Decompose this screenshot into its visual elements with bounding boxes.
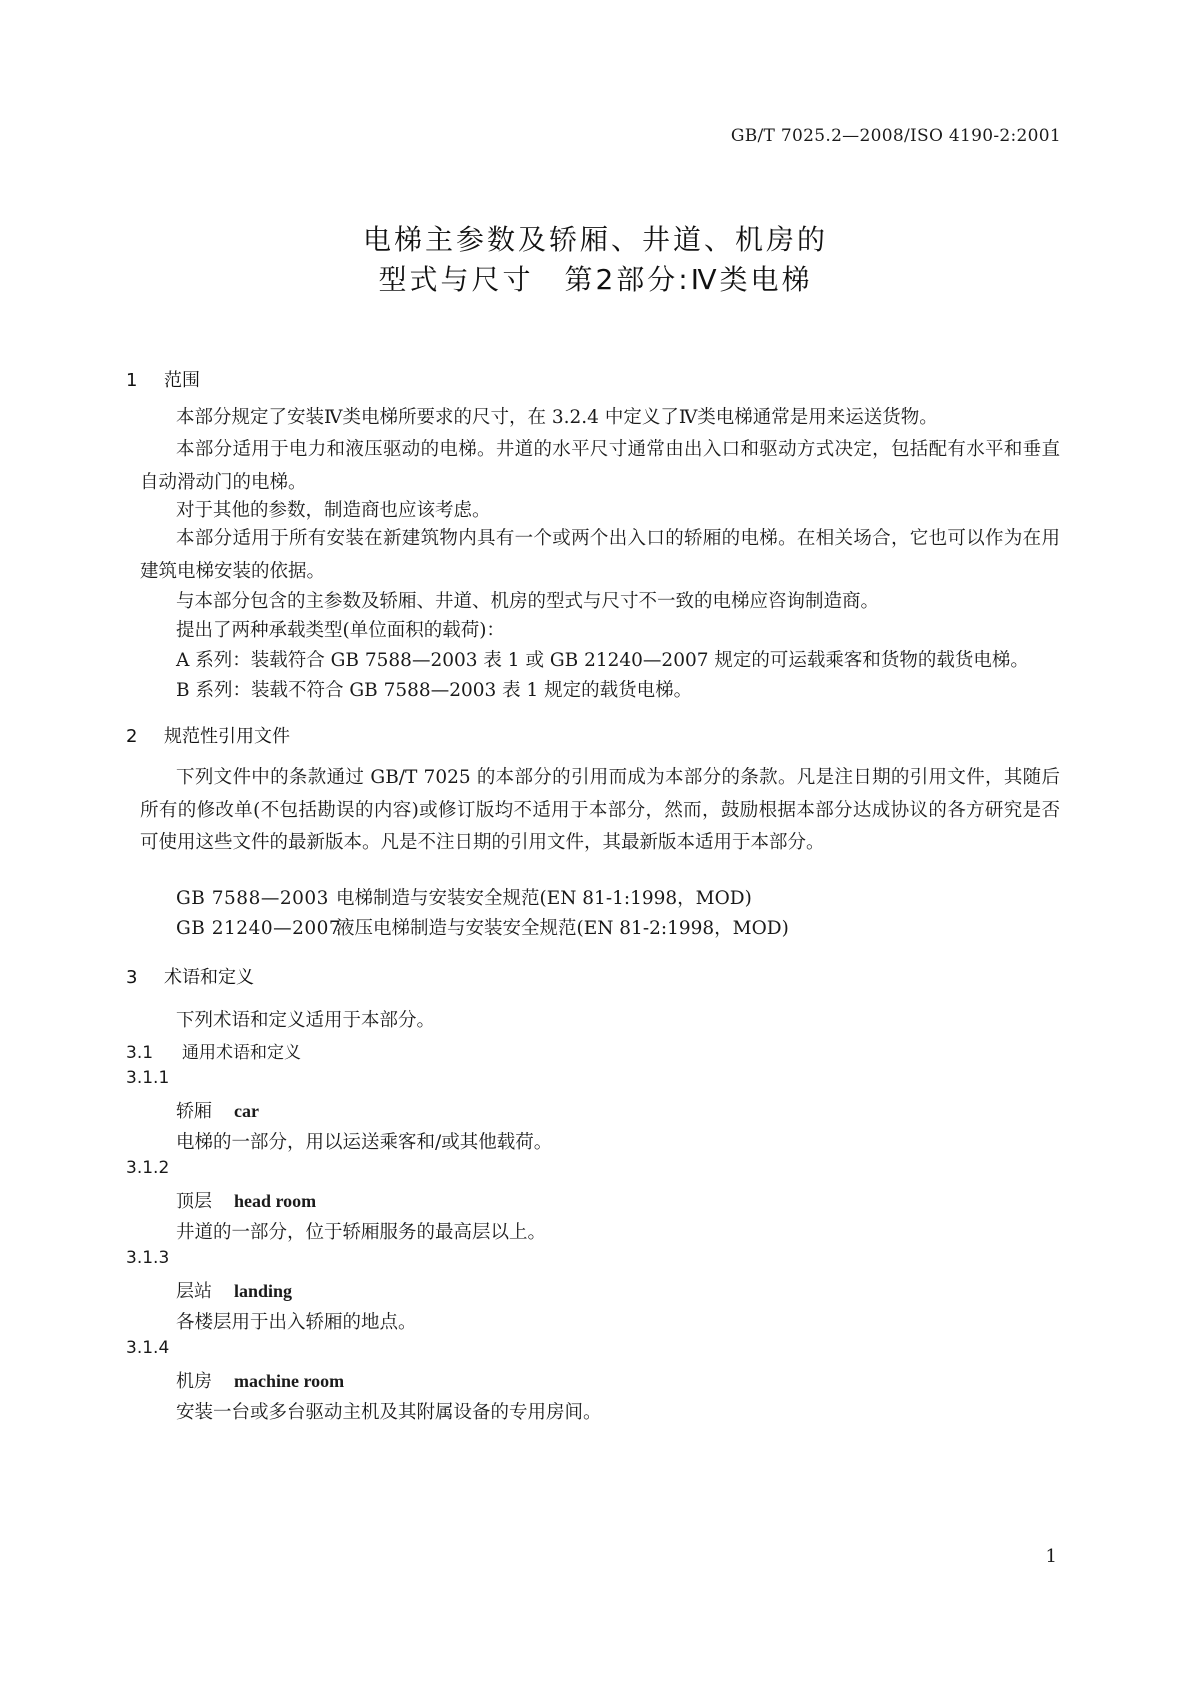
reference-item (176, 884, 752, 910)
reference-item (176, 914, 789, 940)
term-entry (176, 1277, 292, 1303)
paragraph: 本部分规定了安装Ⅳ类电梯所要求的尺寸，在 3.2.4 中定义了Ⅳ类电梯通常是用来运送货物。 (176, 407, 938, 428)
title-line-1: 电梯主参数及轿厢、井道、机房的 (362, 223, 828, 256)
paragraph: A 系列：装载符合 GB 7588—2003 表 1 或 GB 21240—2007 规定的可运载乘客和货物的载货电梯。 (176, 650, 1029, 671)
term-number: 3.1.3 (126, 1248, 170, 1268)
term-definition: 各楼层用于出入轿厢的地点。 (176, 1312, 417, 1333)
paragraph: B 系列：装载不符合 GB 7588—2003 表 1 规定的载货电梯。 (176, 680, 693, 701)
term-entry (176, 1367, 344, 1393)
subsection-title: 通用术语和定义 (182, 1043, 301, 1063)
paragraph: 对于其他的参数，制造商也应该考虑。 (176, 500, 491, 521)
term-number: 3.1.2 (126, 1158, 170, 1178)
reference-code: GB 7588—2003 (176, 888, 329, 909)
term-en: car (234, 1101, 259, 1121)
section-number: 2 (126, 726, 138, 747)
term-entry (176, 1097, 259, 1123)
section-title: 规范性引用文件 (164, 726, 290, 747)
subsection-heading (126, 1038, 301, 1063)
reference-title: 电梯制造与安装安全规范(EN 81-1:1998，MOD) (336, 888, 752, 909)
paragraph: 下列文件中的条款通过 GB/T 7025 的本部分的引用而成为本部分的条款。凡是注日期的引用文件，其随后所有的修改单(不包括勘误的内容)或修订版均不适用于本部分，然而，鼓励根据本部分达成协议的各方研究是否可使用这些文件的最新版本。凡是不注日期的引用文件，其最新版本适用于本部分。 (140, 767, 1060, 853)
section-title: 范围 (164, 370, 200, 391)
term-number: 3.1.4 (126, 1338, 170, 1358)
term-en: landing (234, 1281, 293, 1301)
term-zh: 顶层 (176, 1191, 212, 1212)
term-zh: 层站 (176, 1281, 212, 1302)
term-definition: 电梯的一部分，用以运送乘客和/或其他载荷。 (176, 1132, 553, 1153)
standard-id: GB/T 7025.2—2008/ISO 4190-2:2001 (730, 126, 1061, 146)
term-entry (176, 1187, 316, 1213)
term-definition: 安装一台或多台驱动主机及其附属设备的专用房间。 (176, 1402, 602, 1423)
term-en: head room (234, 1191, 317, 1211)
paragraph: 下列术语和定义适用于本部分。 (176, 1010, 436, 1031)
term-zh: 轿厢 (176, 1101, 212, 1122)
term-definition: 井道的一部分，位于轿厢服务的最高层以上。 (176, 1222, 547, 1243)
section-number: 3 (126, 967, 138, 988)
reference-code: GB 21240—2007 (176, 918, 342, 939)
title-line-2: 型式与尺寸 第2部分:Ⅳ类电梯 (378, 263, 813, 296)
subsection-number: 3.1 (126, 1043, 154, 1063)
term-en: machine room (234, 1371, 345, 1391)
section-number: 1 (126, 370, 138, 391)
term-zh: 机房 (176, 1371, 212, 1392)
page-number: 1 (1045, 1546, 1057, 1567)
paragraph: 提出了两种承载类型(单位面积的载荷)： (176, 620, 505, 641)
paragraph: 本部分适用于所有安装在新建筑物内具有一个或两个出入口的轿厢的电梯。在相关场合，它也可以作为在用建筑电梯安装的依据。 (140, 528, 1060, 582)
section-2-heading (126, 722, 290, 748)
term-number: 3.1.1 (126, 1068, 170, 1088)
section-title: 术语和定义 (164, 967, 254, 988)
reference-title: 液压电梯制造与安装安全规范(EN 81-2:1998，MOD) (336, 918, 789, 939)
section-3-heading (126, 963, 254, 989)
paragraph: 本部分适用于电力和液压驱动的电梯。井道的水平尺寸通常由出入口和驱动方式决定，包括配有水平和垂直自动滑动门的电梯。 (140, 439, 1060, 493)
section-1-heading (126, 366, 200, 392)
paragraph: 与本部分包含的主参数及轿厢、井道、机房的型式与尺寸不一致的电梯应咨询制造商。 (176, 591, 880, 612)
